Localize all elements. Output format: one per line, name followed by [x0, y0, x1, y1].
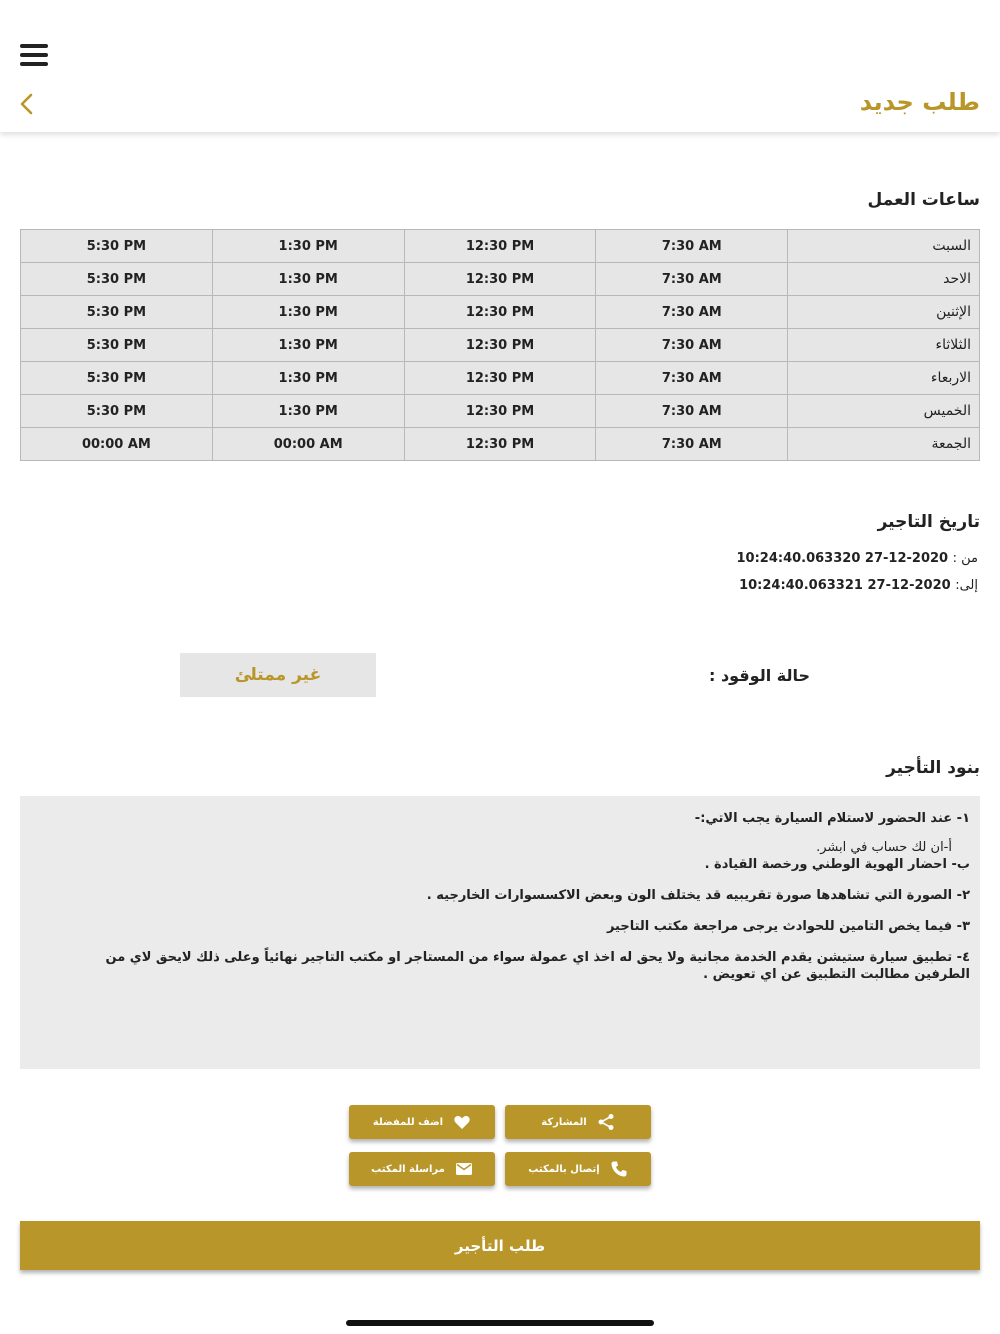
terms-item-4: ٤- تطبيق سيارة ستيشن يقدم الخدمة مجانية ولا يحق له اخذ اي عمولة سواء من المستاجر او مكتب التاجير نهائياً وعلى ذلك لايحق لاي من الطرفين مطالبت التطبيق عن اي تعويض . — [105, 950, 970, 982]
phone-icon — [610, 1160, 628, 1178]
share-icon — [597, 1113, 615, 1131]
time-cell: 00:00 AM — [21, 428, 213, 461]
day-cell: الاربعاء — [788, 362, 980, 395]
from-label: من : — [952, 551, 978, 566]
day-cell: الإثنين — [788, 296, 980, 329]
hours-row — [21, 428, 980, 461]
rental-date-from — [736, 551, 978, 566]
time-cell: 1:30 PM — [212, 296, 404, 329]
message-office-button[interactable] — [349, 1152, 495, 1186]
time-cell: 5:30 PM — [21, 230, 213, 263]
mail-icon — [455, 1160, 473, 1178]
hours-row — [21, 395, 980, 428]
time-cell: 7:30 AM — [596, 395, 788, 428]
time-cell: 7:30 AM — [596, 230, 788, 263]
favorite-label: اضف للمفضلة — [372, 1116, 444, 1128]
message-label: مراسلة المكتب — [371, 1163, 445, 1175]
hours-row — [21, 230, 980, 263]
time-cell: 7:30 AM — [596, 296, 788, 329]
rental-date-title: تاريخ التاجير — [877, 512, 980, 532]
time-cell: 7:30 AM — [596, 329, 788, 362]
day-cell: السبت — [788, 230, 980, 263]
time-cell: 1:30 PM — [212, 362, 404, 395]
time-cell: 00:00 AM — [212, 428, 404, 461]
chevron-left-icon[interactable] — [14, 90, 42, 118]
time-cell: 12:30 PM — [404, 329, 596, 362]
time-cell: 5:30 PM — [21, 296, 213, 329]
terms-item-1: ١- عند الحضور لاستلام السيارة يجب الاتي:- — [694, 811, 970, 826]
time-cell: 12:30 PM — [404, 296, 596, 329]
request-rental-button[interactable]: طلب التأجير — [20, 1221, 980, 1270]
time-cell: 12:30 PM — [404, 362, 596, 395]
fuel-status-value: غير ممتلئ — [180, 653, 376, 697]
time-cell: 1:30 PM — [212, 230, 404, 263]
time-cell: 7:30 AM — [596, 428, 788, 461]
time-cell: 1:30 PM — [212, 329, 404, 362]
time-cell: 7:30 AM — [596, 362, 788, 395]
terms-item-1a: أ-ان لك حساب في ابشر. — [816, 840, 952, 855]
home-indicator — [346, 1320, 654, 1326]
share-label: المشاركة — [541, 1116, 587, 1128]
hamburger-menu-icon[interactable] — [20, 44, 48, 70]
terms-box — [20, 796, 980, 1069]
to-label: إلى: — [955, 578, 978, 593]
time-cell: 12:30 PM — [404, 428, 596, 461]
share-button[interactable] — [505, 1105, 651, 1139]
time-cell: 1:30 PM — [212, 395, 404, 428]
hours-row — [21, 263, 980, 296]
heart-icon — [453, 1113, 471, 1131]
day-cell: الجمعة — [788, 428, 980, 461]
time-cell: 1:30 PM — [212, 263, 404, 296]
time-cell: 12:30 PM — [404, 263, 596, 296]
call-office-button[interactable] — [505, 1152, 651, 1186]
terms-title: بنود التأجير — [886, 758, 980, 778]
page-title: طلب جديد — [859, 88, 980, 116]
time-cell: 12:30 PM — [404, 395, 596, 428]
terms-item-1b: ب- احضار الهوية الوطني ورخصة القيادة . — [704, 857, 970, 872]
day-cell: الثلاثاء — [788, 329, 980, 362]
time-cell: 7:30 AM — [596, 263, 788, 296]
hours-row — [21, 362, 980, 395]
day-cell: الاحد — [788, 263, 980, 296]
time-cell: 12:30 PM — [404, 230, 596, 263]
hours-row — [21, 296, 980, 329]
working-hours-title: ساعات العمل — [867, 190, 980, 210]
working-hours-table — [20, 229, 980, 461]
fuel-status-label: حالة الوقود : — [708, 666, 810, 685]
add-favorite-button[interactable] — [349, 1105, 495, 1139]
time-cell: 5:30 PM — [21, 263, 213, 296]
from-value: 2020-12-27 10:24:40.063320 — [736, 551, 949, 566]
time-cell: 5:30 PM — [21, 329, 213, 362]
terms-item-2: ٢- الصورة التي تشاهدها صورة تقريبيه قد يختلف الون وبعض الاكسسوارات الخارجيه . — [426, 888, 970, 903]
time-cell: 5:30 PM — [21, 362, 213, 395]
call-label: إتصال بالمكتب — [528, 1163, 600, 1175]
to-value: 2020-12-27 10:24:40.063321 — [739, 578, 951, 593]
terms-item-3: ٣- فيما يخص التامين للحوادث يرجى مراجعة مكتب التاجير — [606, 919, 970, 934]
day-cell: الخميس — [788, 395, 980, 428]
top-bar — [0, 0, 1000, 132]
time-cell: 5:30 PM — [21, 395, 213, 428]
hours-row — [21, 329, 980, 362]
rental-date-to — [739, 578, 978, 593]
